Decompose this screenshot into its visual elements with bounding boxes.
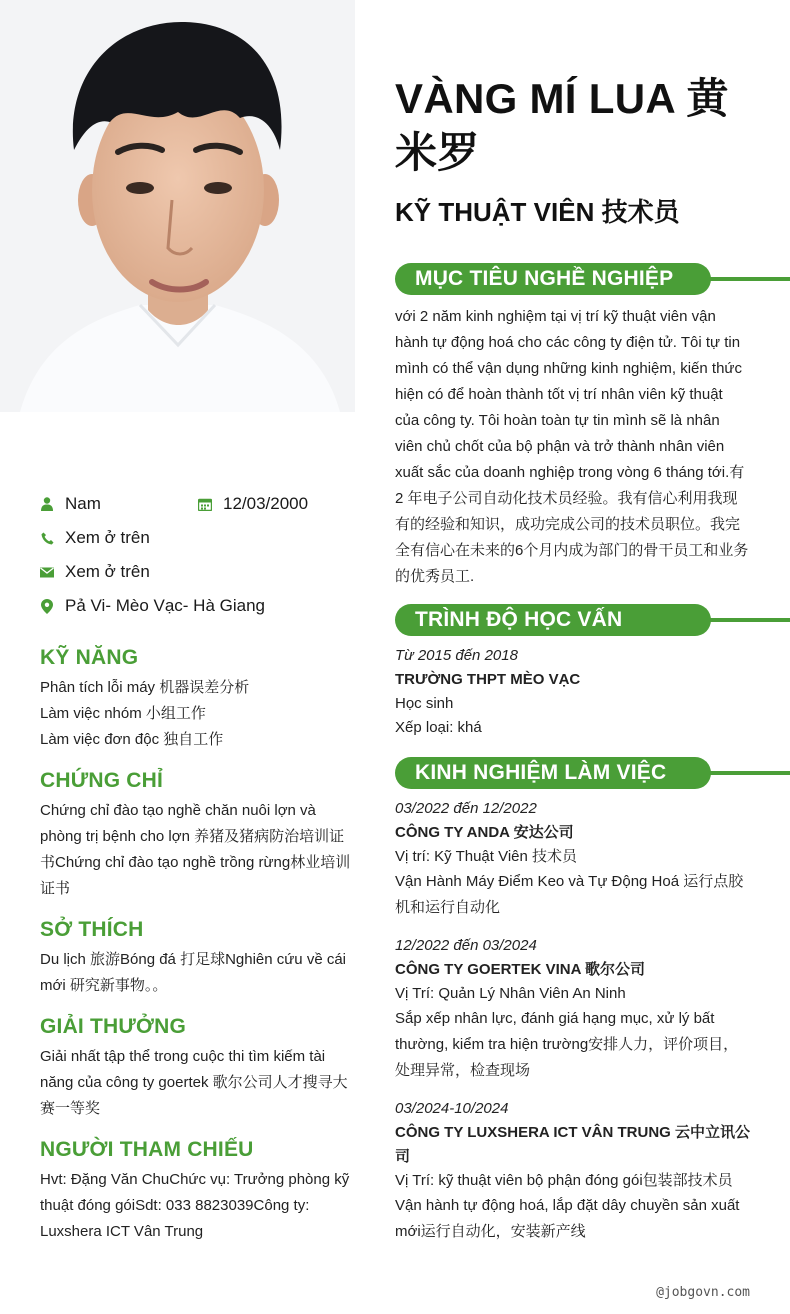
email-item	[40, 560, 150, 584]
certificates-section	[40, 769, 352, 902]
objective-line: viên chủ chốt của bộ phận và trở thành nhân viên	[395, 438, 725, 455]
job-desc-line: 处理异常，检查现场	[395, 1062, 531, 1079]
job-entry	[395, 797, 753, 921]
objective-text	[395, 304, 753, 590]
awards-line: năng của công ty goertek 歌尔公司人才搜寻大	[40, 1074, 348, 1091]
education-heading: TRÌNH ĐỘ HỌC VẤN	[395, 604, 711, 636]
references-section	[40, 1138, 352, 1245]
experience-header	[395, 757, 790, 789]
objective-line: 有的经验和知识，成功完成公司的技术员职位。我完	[395, 516, 741, 533]
phone-item	[40, 526, 150, 550]
objective-heading: MỤC TIÊU NGHỀ NGHIỆP	[395, 263, 711, 295]
references-line: Luxshera ICT Vân Trung	[40, 1223, 204, 1240]
job-entry	[395, 934, 753, 1084]
skills-section	[40, 646, 352, 753]
job-position: Vị Trí: Quản Lý Nhân Viên An Ninh	[395, 985, 626, 1002]
objective-line: 全有信心在未来的6个月内成为部门的骨干员工和业务	[395, 542, 749, 559]
objective-line: hiện có để hoàn thành tốt vị trí nhân viên kỹ thuật	[395, 386, 723, 403]
awards-heading: GIẢI THƯỞNG	[40, 1015, 187, 1038]
job-company: CÔNG TY ANDA 安达公司	[395, 824, 574, 841]
awards-section	[40, 1015, 352, 1122]
objective-line: với 2 năm kinh nghiệm tại vị trí kỹ thuật viên vận	[395, 308, 716, 325]
skill-item: Làm việc nhóm 小组工作	[40, 705, 206, 722]
hobbies-line: Du lịch 旅游Bóng đá 打足球Nghiên cứu về cái	[40, 951, 347, 968]
certificates-heading: CHỨNG CHỈ	[40, 769, 164, 792]
hobbies-heading: SỞ THÍCH	[40, 918, 144, 941]
skills-heading: KỸ NĂNG	[40, 646, 139, 669]
location-pin-icon	[40, 599, 54, 613]
skill-item: Làm việc đơn độc 独自工作	[40, 731, 224, 748]
experience-heading: KINH NGHIỆM LÀM VIỆC	[395, 757, 711, 789]
objective-line: hành tự động hoá cho các công ty điện tử. Tôi tự tin	[395, 334, 741, 351]
job-company: CÔNG TY GOERTEK VINA 歌尔公司	[395, 961, 646, 978]
gender-item	[40, 492, 101, 516]
references-heading: NGƯỜI THAM CHIẾU	[40, 1138, 254, 1161]
job-desc-line: Vận Hành Máy Điểm Keo và Tự Động Hoá 运行点胶	[395, 873, 744, 890]
references-line: thuật đóng góiSdt: 033 8823039Công ty:	[40, 1197, 310, 1214]
certificates-line: Chứng chỉ đào tạo nghề chăn nuôi lợn và	[40, 802, 316, 819]
experience-list	[395, 797, 753, 1258]
objective-line: 2 年电子公司自动化技术员经验。我有信心利用我现	[395, 490, 738, 507]
job-desc-line: mới运行自动化，安装新产线	[395, 1223, 586, 1240]
hobbies-section	[40, 918, 352, 999]
job-title: KỸ THUẬT VIÊN 技术员	[395, 197, 680, 227]
references-line: Hvt: Đặng Văn ChuChức vụ: Trưởng phòng kỹ	[40, 1171, 350, 1188]
objective-line: xuất sắc của doanh nghiệp trong vòng 6 tháng tới.有	[395, 464, 745, 481]
address-text: Pả Vi- Mèo Vạc- Hà Giang	[65, 596, 265, 615]
job-company: 司	[395, 1148, 411, 1165]
education-entry	[395, 644, 753, 740]
job-desc-line: Vận hành tự động hoá, lắp đặt dây chuyền sản xuất	[395, 1197, 740, 1214]
profile-photo	[0, 0, 355, 412]
education-header	[395, 604, 790, 636]
gender-text: Nam	[65, 494, 101, 513]
job-desc-line: thường, kiểm tra hiện trường安排人力，评价项目，	[395, 1036, 739, 1053]
certificates-line: phòng trị bệnh cho lợn 养猪及猪病防治培训证	[40, 828, 345, 845]
job-period: 03/2024-10/2024	[395, 1100, 509, 1117]
birthdate-text: 12/03/2000	[223, 494, 309, 513]
job-company: CÔNG TY LUXSHERA ICT VÂN TRUNG 云中立讯公	[395, 1124, 751, 1141]
job-period: 12/2022 đến 03/2024	[395, 937, 537, 954]
awards-line: Giải nhất tập thể trong cuộc thi tìm kiếm tài	[40, 1048, 326, 1065]
footer-watermark: @jobgovn.com	[656, 1285, 750, 1300]
calendar-icon	[198, 497, 212, 511]
job-desc-line: 机和运行自动化	[395, 899, 501, 916]
objective-line: 的优秀员工.	[395, 568, 475, 585]
hobbies-line: mới 研究新事物。。	[40, 977, 168, 994]
education-period: Từ 2015 đến 2018	[395, 647, 518, 664]
address-item	[40, 594, 265, 618]
objective-header	[395, 263, 790, 295]
phone-text: Xem ở trên	[65, 528, 150, 547]
certificates-line: 书Chứng chỉ đào tạo nghề trồng rừng林业培训	[40, 854, 351, 871]
skill-item: Phân tích lỗi máy 机器误差分析	[40, 679, 250, 696]
candidate-name: VÀNG MÍ LUA 黄米罗	[395, 75, 729, 176]
education-field: Học sinh	[395, 695, 454, 712]
contact-info	[40, 492, 360, 628]
certificates-line: 证书	[40, 880, 71, 897]
objective-line: của công ty. Tôi hoàn toàn tự tin mình sẽ là nhân	[395, 412, 720, 429]
awards-line: 赛一等奖	[40, 1100, 101, 1117]
education-school: TRƯỜNG THPT MÈO VẠC	[395, 671, 581, 688]
job-position: Vị trí: Kỹ Thuật Viên 技术员	[395, 848, 578, 865]
education-grade: Xếp loại: khá	[395, 719, 482, 736]
person-icon	[40, 497, 54, 511]
phone-icon	[40, 531, 54, 545]
job-position: Vị Trí: kỹ thuật viên bộ phận đóng gói包装部技术员	[395, 1172, 733, 1189]
job-period: 03/2022 đến 12/2022	[395, 800, 537, 817]
objective-line: mình có thể vận dụng những kinh nghiệm, kiến thức	[395, 360, 742, 377]
birthdate-item	[198, 492, 308, 516]
job-desc-line: Sắp xếp nhân lực, đánh giá hạng mục, xử lý bất	[395, 1010, 715, 1027]
envelope-icon	[40, 565, 54, 579]
job-entry	[395, 1097, 753, 1245]
email-text: Xem ở trên	[65, 562, 150, 581]
